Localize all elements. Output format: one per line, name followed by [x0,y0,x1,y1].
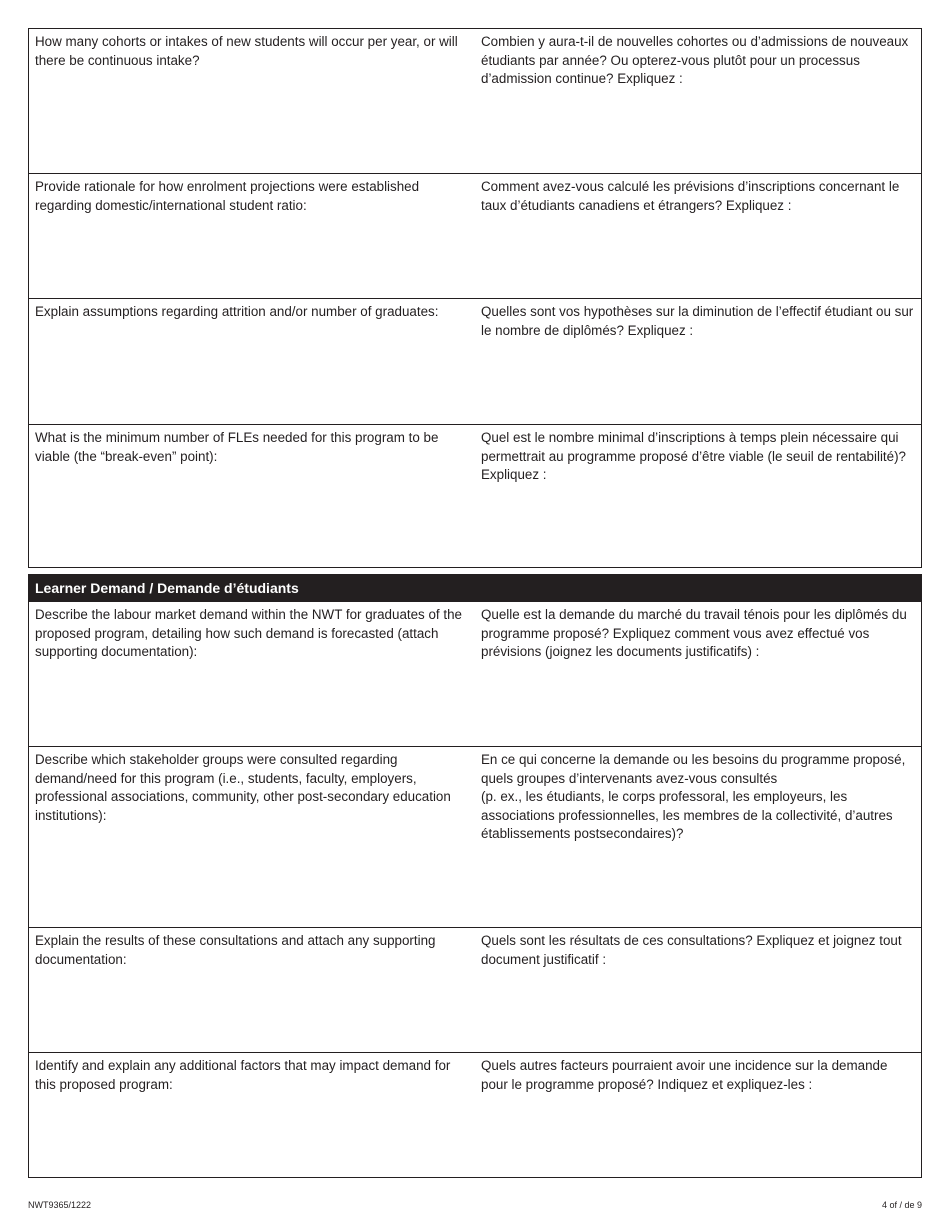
form-row[interactable] [29,602,921,746]
form-row[interactable] [29,1052,921,1177]
form-row[interactable] [29,746,921,927]
form-number: NWT9365/1222 [28,1200,92,1210]
learner-demand-table [28,574,922,1178]
question-en: Provide rationale for how enrolment projections were established regarding domestic/international student ratio: [35,179,420,213]
form-row[interactable] [29,298,921,424]
question-fr: Quels autres facteurs pourraient avoir une incidence sur la demande pour le programme proposé? Indiquez et expliquez-les : [481,1058,888,1092]
question-en: Explain assumptions regarding attrition and/or number of graduates: [35,304,439,319]
form-row[interactable] [29,424,921,567]
question-fr: Quelles sont vos hypothèses sur la diminution de l’effectif étudiant ou sur le nombre de diplômés? Expliquez : [481,304,914,338]
question-en: Describe the labour market demand within the NWT for graduates of the proposed program, detailing how such demand is forecasted (attach supporting documentation): [35,607,462,659]
question-en: What is the minimum number of FLEs needed for this program to be viable (the “break-even” point): [35,430,439,464]
question-fr: En ce qui concerne la demande ou les besoins du programme proposé, quels groupes d’intervenants avez-vous consultés (p. ex., les étudiants, le corps professoral, les employeurs, les associations professionnelles, les membres de la collectivité, d’autres établissements postsecondaires)? [481,752,906,841]
section-header: Learner Demand / Demande d’étudiants [29,575,921,602]
question-en: How many cohorts or intakes of new students will occur per year, or will there be continuous intake? [35,34,458,68]
question-fr: Combien y aura-t-il de nouvelles cohortes ou d’admissions de nouveaux étudiants par année? Ou opterez-vous plutôt pour un processus d’admission continue? Expliquez : [481,34,909,86]
form-row[interactable] [29,927,921,1052]
question-en: Describe which stakeholder groups were consulted regarding demand/need for this program (i.e., students, faculty, employers, professional associations, community, other post-secondary education institutions): [35,752,451,823]
question-en: Identify and explain any additional factors that may impact demand for this proposed program: [35,1058,451,1092]
form-row[interactable] [29,29,921,173]
enrolment-questions-table [28,28,922,568]
page-number: 4 of / de 9 [881,1200,922,1210]
question-en: Explain the results of these consultations and attach any supporting documentation: [35,933,436,967]
question-fr: Quelle est la demande du marché du travail ténois pour les diplômés du programme proposé? Expliquez comment vous avez effectué vos prévisions (joignez les documents justificatifs) : [481,607,907,659]
question-fr: Quels sont les résultats de ces consultations? Expliquez et joignez tout document justificatif : [481,933,902,967]
question-fr: Comment avez-vous calculé les prévisions d’inscriptions concernant le taux d’étudiants canadiens et étrangers? Expliquez : [481,179,900,213]
question-fr: Quel est le nombre minimal d’inscriptions à temps plein nécessaire qui permettrait au programme proposé d’être viable (le seuil de rentabilité)? Expliquez : [481,430,906,482]
form-row[interactable] [29,173,921,298]
